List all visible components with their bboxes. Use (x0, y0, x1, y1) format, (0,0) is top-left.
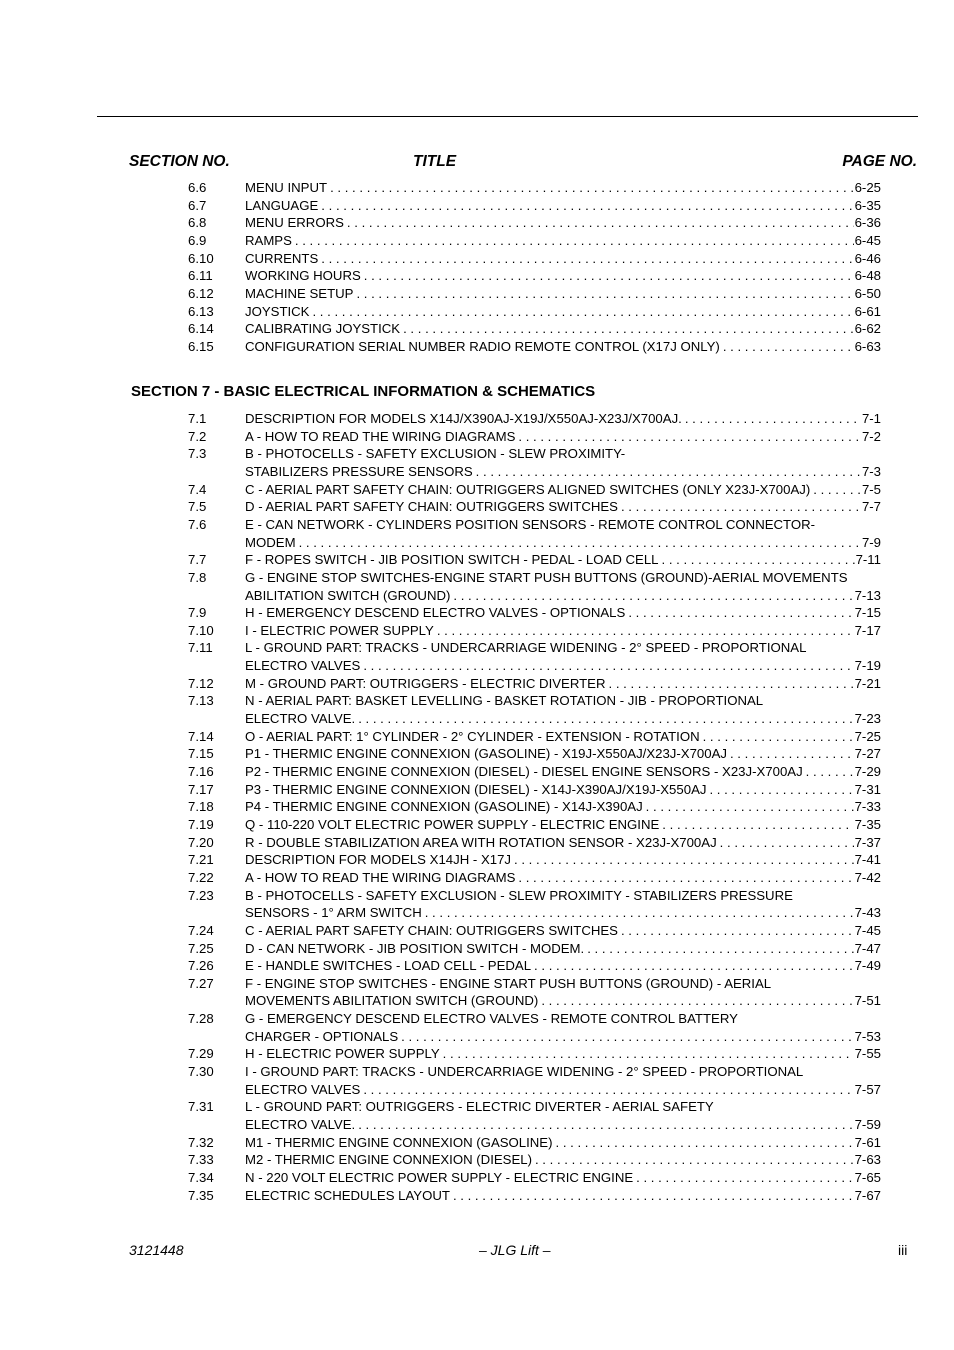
toc-entry-number: 7.27 (188, 975, 214, 991)
toc-entry-title: A - HOW TO READ THE WIRING DIAGRAMS (245, 428, 518, 445)
toc-entry-page: 7-51 (854, 993, 881, 1009)
toc-entry-title: N - 220 VOLT ELECTRIC POWER SUPPLY - ELECTRIC ENGINE (245, 1169, 636, 1186)
dot-leader (321, 197, 853, 214)
toc-entry[interactable] (0, 816, 954, 833)
toc-entry-page: 7-1 (861, 411, 881, 426)
column-header-page-no: PAGE NO. (842, 153, 917, 170)
toc-entry-number: 7.14 (188, 728, 214, 744)
toc-entry-leader-line (245, 728, 881, 745)
toc-entry-leader-line (245, 1151, 881, 1168)
dot-leader (723, 338, 854, 355)
toc-entry-number: 7.19 (188, 816, 214, 832)
toc-entry-leader-line (245, 214, 881, 231)
toc-entry-title: O - AERIAL PART: 1° CYLINDER - 2° CYLINDER - EXTENSION - ROTATION (245, 728, 703, 745)
toc-entry-page: 6-62 (854, 321, 881, 337)
toc-entry-leader-line (245, 232, 881, 249)
toc-entry-leader-line (245, 657, 881, 674)
toc-entry-number: 7.10 (188, 622, 214, 638)
toc-entry[interactable] (0, 1045, 954, 1062)
toc-entry-number: 7.11 (188, 640, 213, 656)
toc-entry-page: 7-63 (854, 1152, 881, 1168)
toc-entry-number: 7.32 (188, 1134, 214, 1150)
toc-entry-number: 7.23 (188, 887, 214, 903)
toc-entry-leader-line (245, 1028, 881, 1045)
toc-entry-page: 7-25 (854, 728, 881, 744)
toc-entry-title-line1: G - ENGINE STOP SWITCHES-ENGINE START PUSH BUTTONS (GROUND)-AERIAL MOVEMENTS (245, 569, 848, 585)
toc-entry-leader-line (245, 851, 881, 868)
toc-entry-leader-line (245, 267, 881, 284)
toc-entry-number: 6.8 (188, 215, 207, 231)
toc-entry-number: 7.2 (188, 428, 207, 444)
toc-entry-page: 6-48 (854, 268, 881, 284)
toc-entry-title: ELECTRO VALVES (245, 657, 363, 674)
toc-entry[interactable] (0, 639, 954, 656)
toc-entry[interactable] (0, 569, 954, 586)
toc-entry[interactable] (0, 975, 954, 992)
toc-entry-title-line1: L - GROUND PART: TRACKS - UNDERCARRIAGE WIDENING - 2° SPEED - PROPORTIONAL (245, 640, 807, 656)
toc-entry-title: STABILIZERS PRESSURE SENSORS (245, 463, 476, 480)
toc-entry-title: DESCRIPTION FOR MODELS X14J/X390AJ-X19J/X550AJ-X23J/X700AJ. (245, 410, 685, 427)
toc-entry-page: 7-61 (854, 1134, 881, 1150)
toc-entry-number: 6.12 (188, 285, 214, 301)
toc-entry-continuation[interactable] (0, 904, 954, 921)
toc-entry-leader-line (245, 1045, 881, 1062)
toc-entry-title: M - GROUND PART: OUTRIGGERS - ELECTRIC DIVERTER (245, 675, 609, 692)
toc-entry-number: 7.9 (188, 605, 207, 621)
toc-entry-leader-line (245, 675, 881, 692)
toc-entry-number: 7.24 (188, 922, 214, 938)
toc-entry-number: 6.6 (188, 180, 207, 195)
toc-entry-number: 7.7 (188, 552, 207, 568)
toc-entry-continuation[interactable] (0, 710, 954, 727)
dot-leader (609, 675, 854, 692)
toc-entry-leader-line (245, 781, 881, 798)
toc-entry-number: 7.21 (188, 852, 214, 868)
toc-entry-leader-line (245, 957, 881, 974)
toc-entry-title: CHARGER - OPTIONALS (245, 1028, 401, 1045)
toc-entry[interactable] (0, 1151, 954, 1168)
toc-entry-page: 6-63 (854, 338, 881, 354)
toc-entry-title: F - ROPES SWITCH - JIB POSITION SWITCH - PEDAL - LOAD CELL (245, 551, 662, 568)
toc-entry[interactable] (0, 887, 954, 904)
toc-entry-page: 6-61 (854, 303, 881, 319)
toc-entry-leader-line (245, 320, 881, 337)
dot-leader (514, 851, 854, 868)
toc-entry[interactable] (0, 1010, 954, 1027)
toc-entry-number: 7.26 (188, 958, 214, 974)
toc-entry-leader-line (245, 763, 881, 780)
toc-entry-title: MODEM (245, 534, 299, 551)
toc-entry-number: 7.30 (188, 1064, 214, 1080)
toc-entry-leader-line (245, 1116, 881, 1133)
toc-entry-continuation[interactable] (0, 1028, 954, 1045)
toc-entry-leader-line (245, 481, 881, 498)
toc-entry[interactable] (0, 1063, 954, 1080)
dot-leader (401, 1028, 853, 1045)
toc-entry-number: 6.9 (188, 232, 207, 248)
toc-entry-title: ELECTRO VALVES (245, 1081, 363, 1098)
toc-entry-title-line1: B - PHOTOCELLS - SAFETY EXCLUSION - SLEW PROXIMITY- (245, 446, 626, 462)
toc-entry-leader-line (245, 179, 881, 196)
dot-leader (295, 232, 854, 249)
toc-entry-title: MENU ERRORS (245, 214, 347, 231)
dot-leader (443, 1045, 854, 1062)
toc-entry-page: 7-53 (854, 1028, 881, 1044)
toc-entry[interactable] (0, 197, 954, 214)
toc-entry-title: D - CAN NETWORK - JIB POSITION SWITCH - MODEM. (245, 940, 587, 957)
dot-leader (356, 285, 853, 302)
toc-entry-page: 7-57 (854, 1081, 881, 1097)
toc-entry-leader-line (245, 534, 881, 551)
dot-leader (720, 834, 854, 851)
toc-entry-page: 7-11 (855, 552, 881, 568)
toc-entry[interactable] (0, 940, 954, 957)
toc-entry-page: 7-47 (854, 940, 881, 956)
toc-entry-leader-line (245, 1081, 881, 1098)
toc-entry-leader-line (245, 587, 881, 604)
toc-entry-page: 7-65 (854, 1169, 881, 1185)
toc-entry-title-line1: E - CAN NETWORK - CYLINDERS POSITION SENSORS - REMOTE CONTROL CONNECTOR- (245, 516, 816, 532)
dot-leader (358, 1116, 853, 1133)
toc-entry-page: 7-3 (861, 463, 881, 479)
toc-entry-leader-line (245, 940, 881, 957)
section-7-heading: SECTION 7 - BASIC ELECTRICAL INFORMATION & SCHEMATICS (131, 383, 596, 400)
toc-entry-title: SENSORS - 1° ARM SWITCH (245, 904, 425, 921)
toc-entry-page: 7-2 (861, 428, 881, 444)
dot-leader (364, 267, 854, 284)
toc-entry-title: R - DOUBLE STABILIZATION AREA WITH ROTATION SENSOR - X23J-X700AJ (245, 834, 720, 851)
toc-entry[interactable] (0, 604, 954, 621)
toc-entry[interactable] (0, 232, 954, 249)
toc-entry-leader-line (245, 798, 881, 815)
toc-entry-leader-line (245, 869, 881, 886)
toc-entry-page: 7-67 (854, 1187, 881, 1203)
toc-entry-page: 7-43 (854, 905, 881, 921)
dot-leader (556, 1134, 854, 1151)
toc-entry-title: H - ELECTRIC POWER SUPPLY (245, 1045, 443, 1062)
toc-entry-title: P2 - THERMIC ENGINE CONNEXION (DIESEL) - DIESEL ENGINE SENSORS - X23J-X700AJ (245, 763, 806, 780)
toc-entry-continuation[interactable] (0, 657, 954, 674)
toc-entry-title: Q - 110-220 VOLT ELECTRIC POWER SUPPLY - ELECTRIC ENGINE (245, 816, 662, 833)
dot-leader (621, 498, 861, 515)
dot-leader (363, 1081, 853, 1098)
toc-entry-leader-line (245, 551, 881, 568)
toc-entry[interactable] (0, 798, 954, 815)
toc-entry-leader-line (245, 622, 881, 639)
toc-entry-leader-line (245, 922, 881, 939)
toc-entry-page: 7-37 (854, 834, 881, 850)
toc-entry-title: C - AERIAL PART SAFETY CHAIN: OUTRIGGERS ALIGNED SWITCHES (ONLY X23J-X700AJ) (245, 481, 813, 498)
dot-leader (403, 320, 853, 337)
toc-entry-title: M2 - THERMIC ENGINE CONNEXION (DIESEL) (245, 1151, 535, 1168)
toc-entry[interactable] (0, 692, 954, 709)
toc-entry-page: 6-46 (854, 250, 881, 266)
toc-entry-number: 7.34 (188, 1169, 214, 1185)
toc-entry-number: 7.22 (188, 869, 214, 885)
toc-entry-title-line1: L - GROUND PART: OUTRIGGERS - ELECTRIC DIVERTER - AERIAL SAFETY (245, 1099, 714, 1115)
dot-leader (437, 622, 854, 639)
toc-entry-number: 7.33 (188, 1152, 214, 1168)
toc-entry-title: ELECTRO VALVE. (245, 1116, 358, 1133)
toc-entry-number: 7.6 (188, 516, 207, 532)
dot-leader (636, 1169, 853, 1186)
toc-entry-page: 7-9 (861, 534, 881, 550)
dot-leader (518, 428, 861, 445)
toc-entry-page: 7-27 (854, 746, 881, 762)
toc-entry-title: ABILITATION SWITCH (GROUND) (245, 587, 453, 604)
toc-entry-title: P4 - THERMIC ENGINE CONNEXION (GASOLINE) - X14J-X390AJ (245, 798, 646, 815)
toc-entry-title: P1 - THERMIC ENGINE CONNEXION (GASOLINE) - X19J-X550AJ/X23J-X700AJ (245, 745, 730, 762)
toc-entry[interactable] (0, 428, 954, 445)
toc-entry-leader-line (245, 428, 881, 445)
toc-entry[interactable] (0, 675, 954, 692)
toc-entry-title: A - HOW TO READ THE WIRING DIAGRAMS (245, 869, 518, 886)
toc-entry-title-line1: G - EMERGENCY DESCEND ELECTRO VALVES - REMOTE CONTROL BATTERY (245, 1011, 738, 1027)
toc-entry-title: P3 - THERMIC ENGINE CONNEXION (DIESEL) - X14J-X390AJ/X19J-X550AJ (245, 781, 709, 798)
toc-entry-title: H - EMERGENCY DESCEND ELECTRO VALVES - OPTIONALS (245, 604, 628, 621)
toc-entry[interactable] (0, 728, 954, 745)
toc-entry-number: 6.15 (188, 338, 214, 354)
toc-entry-title: CONFIGURATION SERIAL NUMBER RADIO REMOTE CONTROL (X17J ONLY) (245, 338, 723, 355)
dot-leader (534, 957, 854, 974)
toc-entry[interactable] (0, 1169, 954, 1186)
toc-entry[interactable] (0, 781, 954, 798)
toc-entry[interactable] (0, 320, 954, 337)
toc-entry[interactable] (0, 763, 954, 780)
header-rule (97, 116, 918, 117)
toc-entry-title-line1: F - ENGINE STOP SWITCHES - ENGINE START PUSH BUTTONS (GROUND) - AERIAL (245, 975, 772, 991)
toc-entry-leader-line (245, 250, 881, 267)
toc-entry-leader-line (245, 816, 881, 833)
dot-leader (662, 816, 853, 833)
dot-leader (358, 710, 853, 727)
toc-entry-page: 7-17 (854, 622, 881, 638)
dot-leader (587, 940, 853, 957)
toc-entry[interactable] (0, 957, 954, 974)
toc-entry-number: 7.5 (188, 499, 207, 515)
toc-entry[interactable] (0, 851, 954, 868)
toc-entry-page: 7-5 (861, 481, 881, 497)
toc-entry-continuation[interactable] (0, 992, 954, 1009)
toc-entry-page: 7-41 (854, 852, 881, 868)
toc-entry-title: M1 - THERMIC ENGINE CONNEXION (GASOLINE) (245, 1134, 556, 1151)
toc-entry-leader-line (245, 710, 881, 727)
toc-entry-title: RAMPS (245, 232, 295, 249)
toc-entry[interactable] (0, 285, 954, 302)
toc-entry-leader-line (245, 197, 881, 214)
toc-entry-page: 7-59 (854, 1117, 881, 1132)
dot-leader (628, 604, 853, 621)
dot-leader (646, 798, 854, 815)
dot-leader (453, 1187, 854, 1204)
toc-entry[interactable] (0, 1187, 954, 1204)
dot-leader (662, 551, 855, 568)
dot-leader (541, 992, 853, 1009)
toc-entry[interactable] (0, 303, 954, 320)
toc-entry-number: 7.25 (188, 940, 214, 956)
toc-entry[interactable] (0, 1098, 954, 1115)
toc-entry-leader-line (245, 303, 881, 320)
toc-entry-page: 7-19 (854, 658, 881, 674)
dot-leader (330, 179, 854, 196)
toc-entry-leader-line (245, 1169, 881, 1186)
dot-leader (685, 410, 861, 427)
toc-entry[interactable] (0, 622, 954, 639)
dot-leader (709, 781, 853, 798)
toc-entry-page: 6-50 (854, 285, 881, 301)
toc-entry-title: ELECTRO VALVE. (245, 710, 358, 727)
toc-entry-leader-line (245, 604, 881, 621)
toc-entry-number: 6.14 (188, 321, 214, 337)
dot-leader (518, 869, 853, 886)
toc-entry-title: ELECTRIC SCHEDULES LAYOUT (245, 1187, 453, 1204)
toc-entry-page: 7-7 (861, 499, 881, 515)
toc-entry-page: 7-13 (854, 587, 881, 603)
toc-entry-title-line1: B - PHOTOCELLS - SAFETY EXCLUSION - SLEW PROXIMITY - STABILIZERS PRESSURE (245, 887, 793, 903)
dot-leader (312, 303, 853, 320)
toc-entry-number: 7.13 (188, 693, 214, 709)
toc-entry-page: 7-21 (854, 675, 881, 691)
toc-entry-page: 7-15 (854, 605, 881, 621)
toc-entry-title: CALIBRATING JOYSTICK (245, 320, 403, 337)
toc-entry-title: DESCRIPTION FOR MODELS X14JH - X17J (245, 851, 514, 868)
toc-entry[interactable] (0, 745, 954, 762)
dot-leader (813, 481, 861, 498)
toc-entry-page: 7-35 (854, 816, 881, 832)
toc-entry-number: 7.28 (188, 1011, 214, 1027)
toc-entry-continuation[interactable] (0, 1081, 954, 1098)
toc-entry-leader-line (245, 745, 881, 762)
toc-entry-leader-line (245, 1134, 881, 1151)
toc-entry-page: 7-31 (854, 781, 881, 797)
footer-page-number: iii (898, 1242, 908, 1258)
toc-entry[interactable] (0, 250, 954, 267)
toc-entry-title: MENU INPUT (245, 179, 330, 196)
toc-entry-leader-line (245, 1187, 881, 1204)
toc-entry-title: I - ELECTRIC POWER SUPPLY (245, 622, 437, 639)
toc-entry-number: 7.18 (188, 799, 214, 815)
toc-entry-title: C - AERIAL PART SAFETY CHAIN: OUTRIGGERS SWITCHES (245, 922, 621, 939)
toc-entry[interactable] (0, 179, 954, 196)
toc-entry-leader-line (245, 338, 881, 355)
toc-entry-leader-line (245, 285, 881, 302)
toc-entry-title: LANGUAGE (245, 197, 321, 214)
toc-entry-continuation[interactable] (0, 534, 954, 551)
toc-entry-page: 7-55 (854, 1046, 881, 1062)
toc-entry[interactable] (0, 481, 954, 498)
toc-entry-page: 6-35 (854, 197, 881, 213)
toc-entry[interactable] (0, 551, 954, 568)
toc-entry[interactable] (0, 445, 954, 462)
toc-entry-title: MACHINE SETUP (245, 285, 356, 302)
toc-entry-leader-line (245, 834, 881, 851)
dot-leader (703, 728, 854, 745)
toc-entry-number: 7.20 (188, 834, 214, 850)
column-header-title: TITLE (413, 153, 457, 170)
toc-entry-number: 6.11 (188, 268, 213, 284)
toc-entry-title-line1: I - GROUND PART: TRACKS - UNDERCARRIAGE WIDENING - 2° SPEED - PROPORTIONAL (245, 1064, 804, 1080)
dot-leader (321, 250, 853, 267)
dot-leader (299, 534, 861, 551)
dot-leader (476, 463, 861, 480)
toc-entry-number: 7.29 (188, 1046, 214, 1062)
dot-leader (453, 587, 853, 604)
toc-entry-number: 7.4 (188, 481, 207, 497)
toc-entry-number: 7.3 (188, 446, 207, 462)
toc-entry-leader-line (245, 904, 881, 921)
toc-entry-number: 7.15 (188, 746, 214, 762)
toc-entry-title: MOVEMENTS ABILITATION SWITCH (GROUND) (245, 992, 541, 1009)
toc-entry-leader-line (245, 463, 881, 480)
toc-entry-number: 7.35 (188, 1187, 214, 1203)
toc-entry-number: 7.16 (188, 764, 214, 779)
dot-leader (363, 657, 853, 674)
toc-entry-page: 6-45 (854, 232, 881, 248)
toc-entry-title: WORKING HOURS (245, 267, 364, 284)
footer-center-text: – JLG Lift – (479, 1242, 551, 1258)
toc-entry[interactable] (0, 1134, 954, 1151)
dot-leader (425, 904, 854, 921)
dot-leader (730, 745, 854, 762)
footer-doc-number: 3121448 (129, 1242, 184, 1258)
toc-entry-title: CURRENTS (245, 250, 321, 267)
toc-entry-number: 7.31 (188, 1099, 214, 1115)
toc-entry-continuation[interactable] (0, 1116, 954, 1133)
toc-entry-number: 7.17 (188, 781, 214, 797)
toc-entry-page: 7-49 (854, 958, 881, 974)
toc-entry-page: 7-29 (854, 764, 881, 779)
toc-entry-page: 7-33 (854, 799, 881, 815)
toc-entry[interactable] (0, 834, 954, 851)
toc-entry[interactable] (0, 214, 954, 231)
column-header-section-no: SECTION NO. (129, 153, 230, 170)
toc-entry-number: 7.8 (188, 569, 207, 585)
toc-entry[interactable] (0, 516, 954, 533)
dot-leader (806, 763, 854, 780)
toc-entry-title: D - AERIAL PART SAFETY CHAIN: OUTRIGGERS SWITCHES (245, 498, 621, 515)
toc-entry-page: 7-42 (854, 869, 881, 885)
toc-entry[interactable] (0, 267, 954, 284)
toc-entry[interactable] (0, 498, 954, 515)
toc-entry[interactable] (0, 410, 954, 427)
toc-entry-page: 6-36 (854, 215, 881, 231)
dot-leader (347, 214, 854, 231)
toc-entry-leader-line (245, 498, 881, 515)
toc-entry-number: 7.1 (188, 411, 207, 426)
toc-entry-title-line1: N - AERIAL PART: BASKET LEVELLING - BASKET ROTATION - JIB - PROPORTIONAL (245, 693, 764, 709)
toc-entry[interactable] (0, 338, 954, 355)
toc-entry[interactable] (0, 922, 954, 939)
toc-entry-title: E - HANDLE SWITCHES - LOAD CELL - PEDAL (245, 957, 534, 974)
dot-leader (621, 922, 854, 939)
toc-entry-number: 7.12 (188, 675, 214, 691)
toc-entry-title: JOYSTICK (245, 303, 312, 320)
toc-entry-leader-line (245, 410, 881, 427)
dot-leader (535, 1151, 854, 1168)
toc-entry-number: 6.13 (188, 303, 214, 319)
toc-entry-page: 6-25 (854, 180, 881, 195)
toc-entry-continuation[interactable] (0, 587, 954, 604)
toc-entry[interactable] (0, 869, 954, 886)
toc-entry-continuation[interactable] (0, 463, 954, 480)
toc-entry-page: 7-45 (854, 922, 881, 938)
toc-entry-number: 6.10 (188, 250, 214, 266)
toc-entry-number: 6.7 (188, 197, 207, 213)
toc-entry-page: 7-23 (854, 711, 881, 727)
toc-entry-leader-line (245, 992, 881, 1009)
